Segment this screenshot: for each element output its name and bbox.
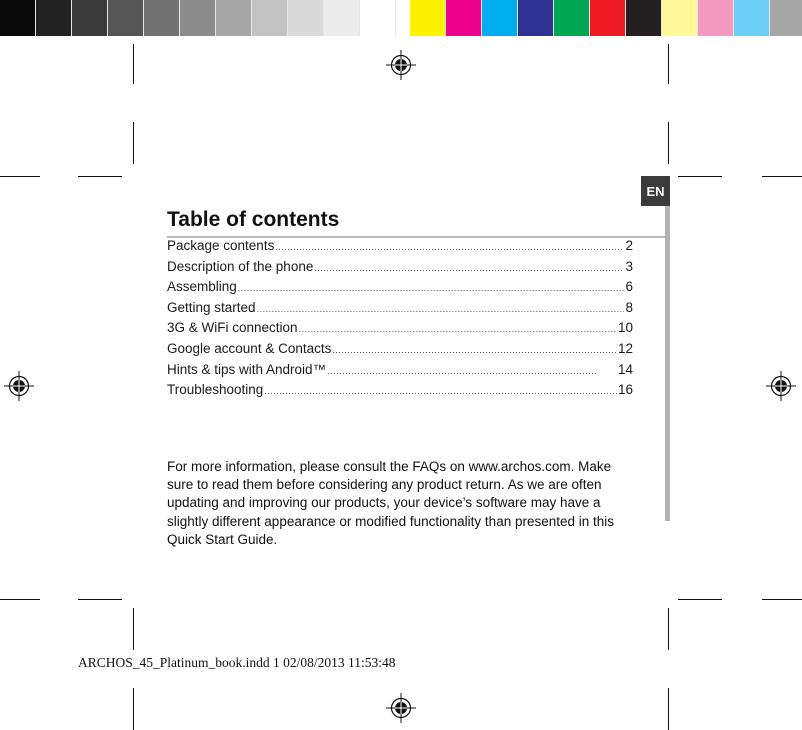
crop-mark [78, 176, 122, 177]
color-swatch [288, 0, 324, 36]
color-swatch [360, 0, 396, 36]
crop-mark [668, 608, 669, 650]
toc-label: 3G & WiFi connection [167, 320, 298, 336]
color-swatch [216, 0, 252, 36]
toc-entry[interactable] [167, 382, 633, 403]
toc-page-number: 16 [617, 382, 633, 398]
color-swatch [180, 0, 216, 36]
toc-label: Hints & tips with Android™ [167, 361, 327, 377]
crop-mark [678, 176, 722, 177]
color-swatch [482, 0, 518, 36]
crop-mark [133, 608, 134, 650]
color-swatch [662, 0, 698, 36]
color-swatch [36, 0, 72, 36]
toc-entry[interactable] [167, 341, 633, 362]
grayscale-calibration-bar [0, 0, 396, 36]
toc-page-number: 3 [625, 258, 633, 274]
file-slug: ARCHOS_45_Platinum_book.indd 1 02/08/2013 11:53:48 [78, 655, 396, 670]
toc-label: Package contents [167, 238, 275, 253]
toc-page-number: 8 [625, 299, 633, 315]
crop-mark [762, 599, 802, 600]
crop-mark [678, 599, 722, 600]
toc-page-number: 2 [625, 238, 633, 253]
color-swatch [72, 0, 108, 36]
info-paragraph: For more information, please consult the FAQs on www.archos.com. Make sure to read them before considering any product return. As we are often updating and improving our products, your device’s software may have a slightly different appearance or modified functionality than presented in this Quick Start Guide. [167, 459, 615, 547]
toc-entry[interactable] [167, 259, 633, 280]
crop-mark [0, 176, 40, 177]
page-title: Table of contents [167, 208, 340, 231]
toc-page-number: 14 [617, 361, 633, 377]
toc-leader [314, 263, 624, 273]
crop-mark [133, 688, 134, 730]
registration-mark-icon [4, 371, 34, 401]
color-swatch [144, 0, 180, 36]
toc-leader [332, 345, 617, 355]
color-swatch [324, 0, 360, 36]
toc-page-number: 12 [617, 340, 633, 356]
toc-label: Google account & Contacts [167, 340, 332, 356]
color-swatch [590, 0, 626, 36]
color-swatch [734, 0, 770, 36]
toc-entry[interactable] [167, 320, 633, 341]
crop-mark [668, 44, 669, 84]
toc-leader [257, 304, 625, 314]
toc-page-number: 6 [625, 279, 633, 295]
toc-label: Assembling [167, 279, 237, 295]
toc-entry[interactable] [167, 238, 633, 259]
crop-mark [133, 122, 134, 164]
toc-leader [238, 283, 625, 293]
color-swatch [554, 0, 590, 36]
color-swatch [518, 0, 554, 36]
color-swatch [446, 0, 482, 36]
color-swatch [770, 0, 802, 36]
color-swatch [626, 0, 662, 36]
toc-entry[interactable] [167, 300, 633, 321]
registration-mark-icon [386, 693, 416, 723]
registration-mark-icon [386, 50, 416, 80]
toc-label: Getting started [167, 299, 256, 315]
color-calibration-bar [410, 0, 802, 36]
toc-leader [299, 324, 617, 334]
crop-mark [78, 599, 122, 600]
crop-mark [668, 122, 669, 164]
toc-entry[interactable] [167, 362, 633, 383]
color-swatch [410, 0, 446, 36]
registration-mark-icon [766, 371, 796, 401]
toc-label: Troubleshooting [167, 382, 264, 398]
page-edge-bar [665, 176, 670, 521]
color-swatch [252, 0, 288, 36]
color-swatch [0, 0, 36, 36]
color-swatch [108, 0, 144, 36]
language-tab: EN [641, 176, 670, 206]
crop-mark [0, 599, 40, 600]
toc-leader [327, 366, 598, 376]
crop-mark [133, 44, 134, 84]
crop-mark [762, 176, 802, 177]
crop-mark [668, 688, 669, 730]
toc-page-number: 10 [617, 320, 633, 336]
toc-list [167, 238, 633, 403]
toc-leader [275, 242, 624, 252]
color-swatch [698, 0, 734, 36]
toc-entry[interactable] [167, 279, 633, 300]
toc-label: Description of the phone [167, 258, 314, 274]
toc-leader [264, 386, 617, 396]
